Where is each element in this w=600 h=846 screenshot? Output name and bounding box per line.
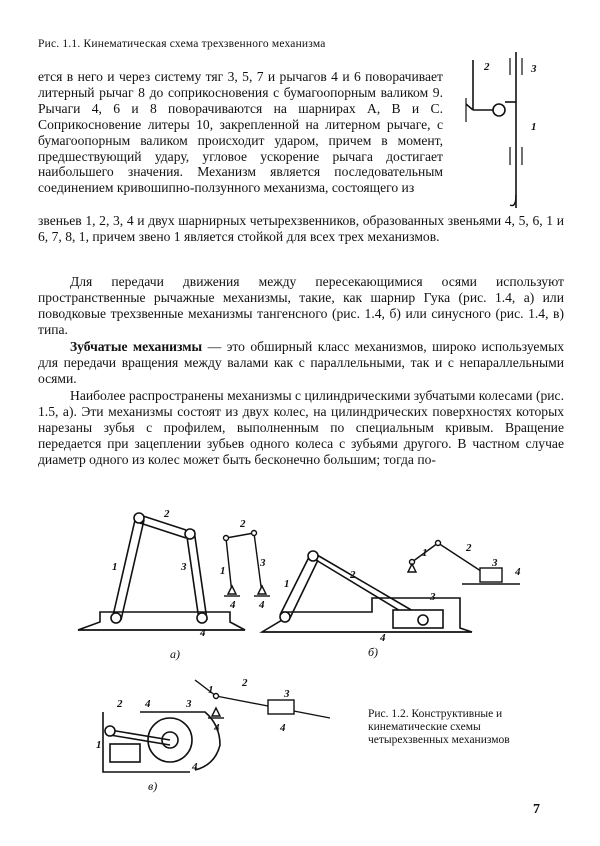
fig12v-label-4: 4 [145,698,151,710]
fig12b-kin-label-1: 1 [422,547,428,559]
fig12v-label-3: 3 [186,698,192,710]
subfigure-label-a: а) [170,647,180,661]
figure-1-2-caption: Рис. 1.2. Конструктивные и кинематические схемы четырехзвенных механизмов [368,708,510,746]
paragraph-2: Для передачи движения между пересекающимися осями используют пространственные рычажные механизмы, такие, как шарнир Гука (рис. 1.4, а) или поводковые трехзвенные механизмы тангенсного (рис. 1.4, б) или синусного (рис. 1.4, в) типа. [38,274,564,337]
fig12b-label-3: 3 [430,591,436,603]
fig12v-kin-label-3: 3 [284,688,290,700]
fig12a-kin-label-2: 2 [240,518,246,530]
figure-1-2b-structural [262,551,472,632]
paragraph-1: ется в него и через систему тяг 3, 5, 7 и рычагов 4 и 6 поворачивает литерный рычаг 8 до соприкосновения с бумагоопорным валиком 9. Рычаги 4, 6 и 8 поворачиваются на шарнирах A, B и C. Соприкосновение литеры 10, закрепленной на литерном рычаге, с бумагоопорным валиком происходит ударом, причем в момент, предшествующий удару, угловое ускорение рычага достигает наибольшего значения. Механизм является последовательным соединением кривошипно-ползунного механизма, состоящего из [38,69,443,196]
fig12b-kin-label-3: 3 [492,557,498,569]
fig12a-kin-label-3: 3 [260,557,266,569]
fig12b-label-2: 2 [350,569,356,581]
fig12v-kin-label-4a: 4 [214,722,220,734]
fig12a-kin-label-4b: 4 [259,599,265,611]
fig12v-kin-label-2: 2 [242,677,248,689]
page-number: 7 [533,802,540,817]
figure-1-1-caption: Рис. 1.1. Кинематическая схема трехзвенного механизма [38,38,326,50]
fig12v-kin-label-4b: 4 [280,722,286,734]
fig12b-label-4: 4 [380,632,386,644]
term-gear-mechanisms: Зубчатые механизмы [70,339,203,354]
fig12a-label-4: 4 [200,627,206,639]
fig11-label-1: 1 [531,121,537,133]
figure-1-2v-structural [103,712,220,772]
figure-1-2v-kinematic [195,680,330,718]
paragraph-3-text: — это обширный класс механизмов, широко используемых для передачи вращения между валами как с параллельными, так и с непараллельными осями. [38,339,565,386]
fig12v-label-2: 2 [117,698,123,710]
subfigure-label-v: в) [148,779,158,793]
figure-1-1-diagram [466,52,522,208]
fig12a-kin-label-4a: 4 [230,599,236,611]
paragraph-1-continued: звеньев 1, 2, 3, 4 и двух шарнирных четырехзвенников, образованных звеньями 4, 5, 6, 1 и 6, 7, 8, 1, причем звено 1 является стойкой для всех трех механизмов. [38,213,564,244]
fig12v-kin-label-1: 1 [208,684,214,696]
fig11-label-3: 3 [531,63,537,75]
fig12v-label-1: 1 [96,739,102,751]
fig12b-kin-label-4: 4 [515,566,521,578]
fig12b-kin-label-2: 2 [466,542,472,554]
fig12a-label-3: 3 [181,561,187,573]
fig12a-label-2: 2 [164,508,170,520]
fig11-label-2: 2 [484,61,490,73]
fig12a-kin-label-1: 1 [220,565,226,577]
fig12v-label-4b: 4 [192,761,198,773]
subfigure-label-b: б) [368,645,379,659]
paragraph-4: Наиболее распространены механизмы с цилиндрическими зубчатыми колесами (рис. 1.5, а). Эти механизмы состоят из двух колес, на цилиндрических поверхностях которых нарезаны зубья с профилем, выполненным по специальным кривым. Вращение передается при зацеплении зубьев одного колеса с зубьями другого. В частном случае диаметр одного из колес может быть бесконечно большим; тогда по- [38,388,564,467]
fig12b-label-1: 1 [284,578,290,590]
fig12a-label-1: 1 [112,561,118,573]
